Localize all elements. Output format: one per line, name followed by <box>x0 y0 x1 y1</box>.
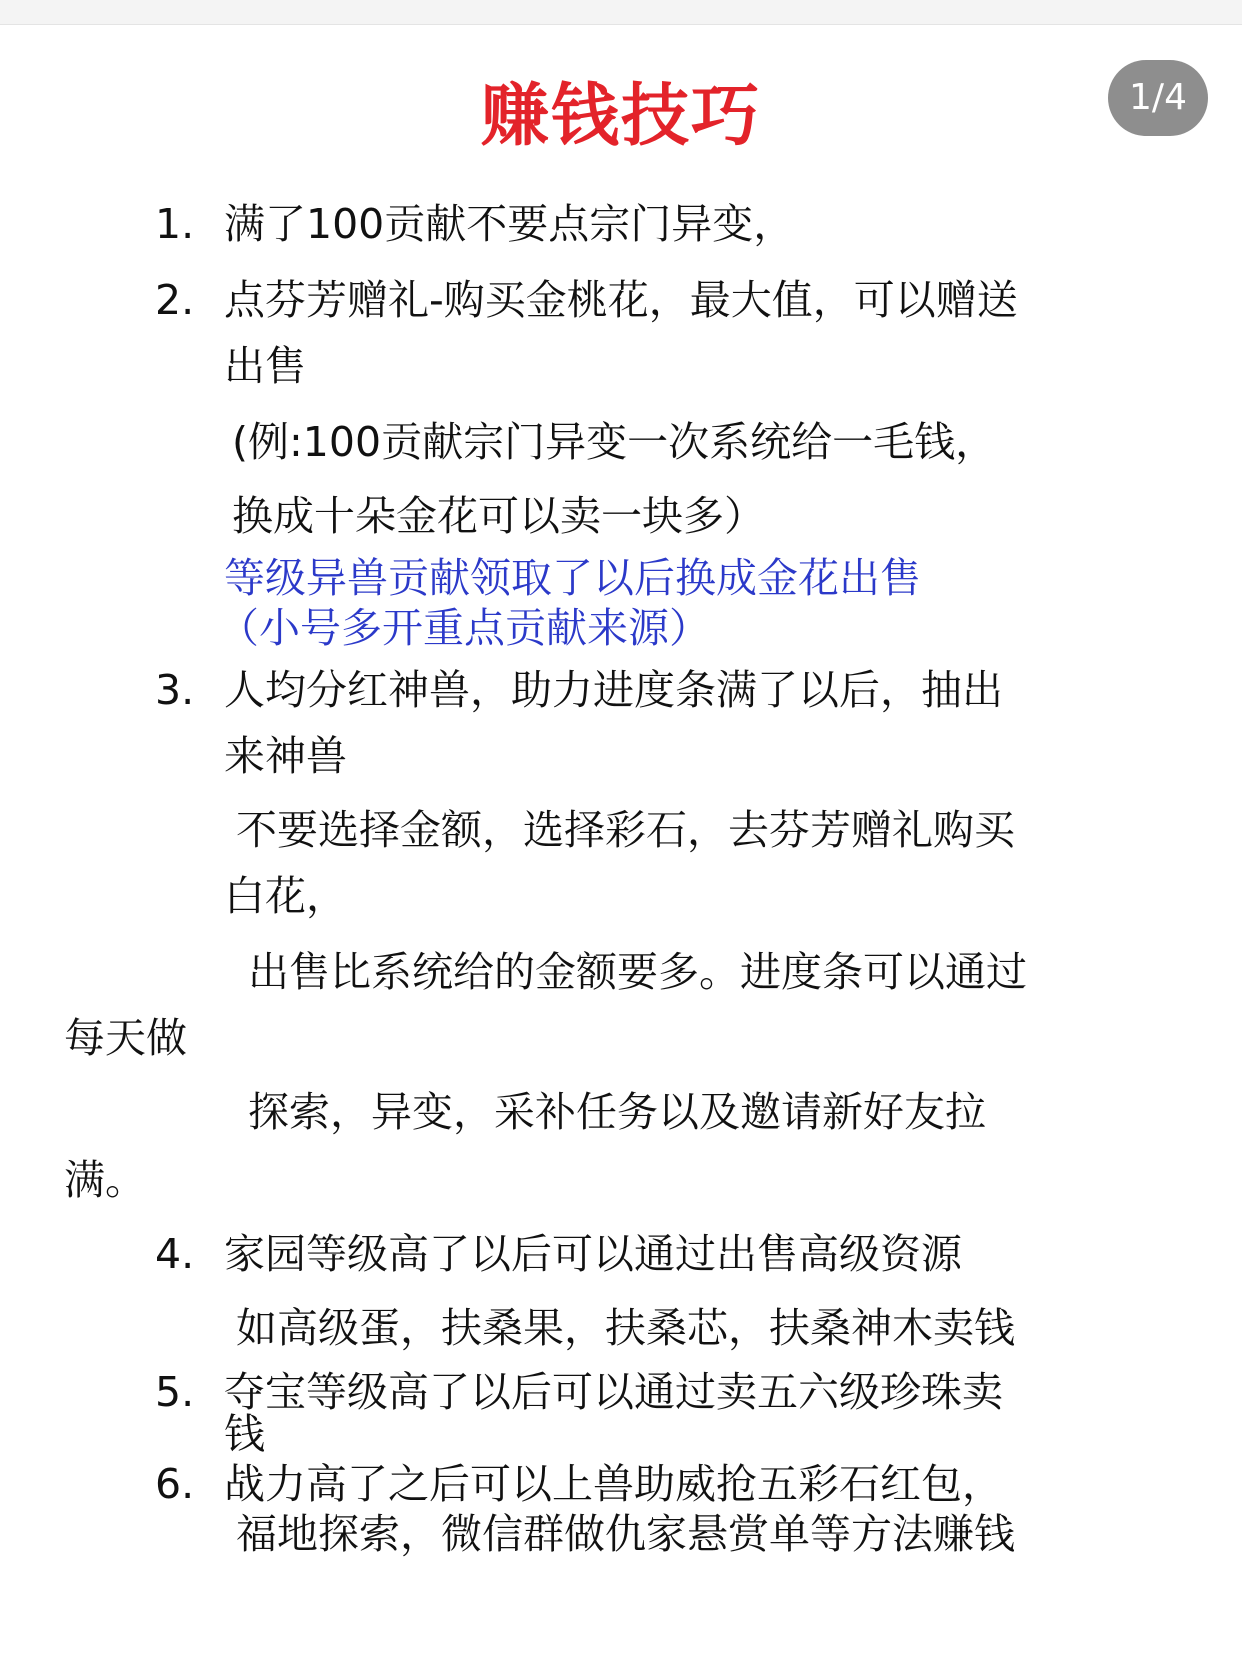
item-text-line: 福地探索，微信群做仇家悬赏单等方法赚钱 <box>236 1510 1015 1558</box>
item-text-line: 战力高了之后可以上兽助威抢五彩石红包， <box>224 1460 1003 1508</box>
item-text-line: 出售比系统给的金额要多。进度条可以通过 <box>248 948 1027 996</box>
item-text-line: 钱 <box>224 1410 265 1458</box>
item-text-line: 夺宝等级高了以后可以通过卖五六级珍珠卖 <box>224 1368 1003 1416</box>
item-text-line: 探索，异变，采补任务以及邀请新好友拉 <box>248 1088 986 1136</box>
item-number: 1. <box>155 200 195 248</box>
item-text-line: (例:100贡献宗门异变一次系统给一毛钱， <box>232 418 997 466</box>
item-text-line: 如高级蛋，扶桑果，扶桑芯，扶桑神木卖钱 <box>236 1304 1015 1352</box>
item-text-line: 家园等级高了以后可以通过出售高级资源 <box>224 1230 962 1278</box>
highlight-note-line: （小号多开重点贡献来源） <box>218 604 710 652</box>
item-number: 5. <box>155 1368 195 1416</box>
item-text-line: 白花， <box>224 872 347 920</box>
item-text-line: 人均分红神兽，助力进度条满了以后，抽出 <box>224 666 1003 714</box>
page-title: 赚钱技巧 <box>480 77 761 156</box>
item-number: 4. <box>155 1230 195 1278</box>
item-number: 6. <box>155 1460 195 1508</box>
item-text-line: 每天做 <box>64 1014 187 1062</box>
page-indicator-badge[interactable]: 1/4 <box>1108 60 1208 136</box>
item-text-line: 换成十朵金花可以卖一块多） <box>232 492 765 540</box>
item-text-line: 不要选择金额，选择彩石，去芬芳赠礼购买 <box>236 806 1015 854</box>
item-text-line: 满。 <box>64 1156 146 1204</box>
item-text-line: 出售 <box>224 342 306 390</box>
item-number: 3. <box>155 666 195 714</box>
item-text-line: 点芬芳赠礼-购买金桃花，最大值，可以赠送 <box>224 276 1018 324</box>
item-number: 2. <box>155 276 195 324</box>
item-text-line: 来神兽 <box>224 732 347 780</box>
item-text-line: 满了100贡献不要点宗门异变， <box>224 200 795 248</box>
highlight-note-line: 等级异兽贡献领取了以后换成金花出售 <box>224 554 921 602</box>
top-bar <box>0 0 1242 25</box>
